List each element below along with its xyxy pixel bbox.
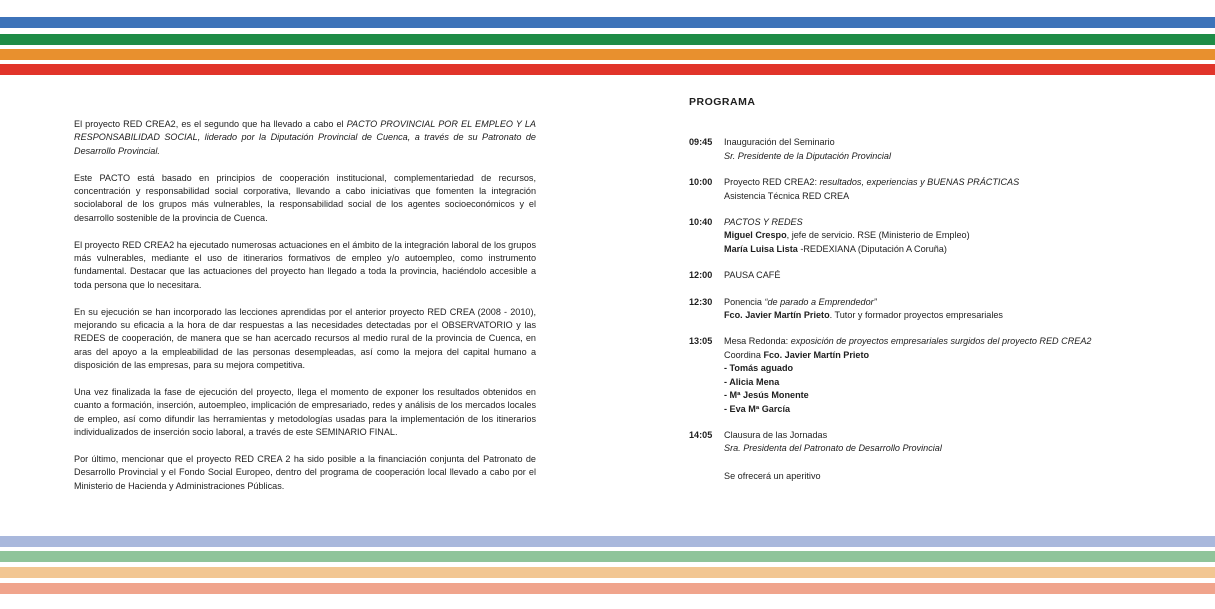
entry-time: 10:40 — [689, 217, 713, 228]
entry-title: Ponencia “de parado a Emprendedor” — [724, 296, 877, 307]
entry-title: PACTOS Y REDES — [724, 217, 803, 228]
programa-title: PROGRAMA — [689, 96, 756, 108]
entry-speaker: Sr. Presidente de la Diputación Provincial — [724, 150, 891, 161]
closing-note: Se ofrecerá un aperitivo — [724, 470, 821, 481]
programa — [689, 96, 1129, 483]
bottom-stripe-green — [0, 551, 1215, 562]
intro-text — [74, 118, 536, 507]
bottom-stripe-blue — [0, 536, 1215, 547]
intro-paragraph-1: El proyecto RED CREA2, es el segundo que ha llevado a cabo el PACTO PROVINCIAL POR EL EMPLEO Y LA RESPONSABILIDAD SOCIAL, liderado por la Diputación Provincial de Cuenca, a través de su Patronato de Desarrollo Provincial. — [74, 119, 536, 156]
entry-speaker: Miguel Crespo, jefe de servicio. RSE (Ministerio de Empleo) — [724, 230, 970, 241]
entry-title: Inauguración del Seminario — [724, 137, 835, 148]
panel-member: - Tomás aguado — [724, 363, 794, 374]
top-stripe-orange — [0, 49, 1215, 60]
programa-entry-1000 — [689, 176, 1129, 203]
entry-time: 13:05 — [689, 336, 713, 347]
entry-speaker: María Luisa Lista -REDEXIANA (Diputación A Coruña) — [724, 243, 947, 254]
entry-time: 14:05 — [689, 429, 713, 440]
programa-entry-1305 — [689, 335, 1129, 415]
bottom-stripe-salmon — [0, 583, 1215, 594]
intro-paragraph-2: Este PACTO está basado en principios de cooperación institucional, complementariedad de recursos, concentración y responsabilidad social corporativa, llevando a cabo iniciativas que fomenten la integración sociolaboral de los grupos más vulnerables, la responsabilidad social de los agentes socioeconómicos y el desarrollo sostenible de la provincia de Cuenca. — [74, 172, 536, 223]
programa-entry-1230 — [689, 296, 1129, 323]
intro-paragraph-4: En su ejecución se han incorporado las lecciones aprendidas por el anterior proyecto RED CREA (2008 - 2010), mejorando su eficacia a la hora de dar respuestas a las necesidades detectadas por el OBSERVATORIO y las REDES de cooperación, de manera que se han acercado recursos al medio rural de la provincia de Cuenca, en aras del apoyo a la empleabilidad de las personas desempleadas, así como la mejora del capital humano a disposición de las empresas, para su mejora competitiva. — [74, 306, 536, 371]
programa-entry-1040 — [689, 216, 1129, 256]
bottom-stripe-orange — [0, 567, 1215, 578]
intro-paragraph-6: Por último, mencionar que el proyecto RED CREA 2 ha sido posible a la financiación conjunta del Patronato de Desarrollo Provincial y el Fondo Social Europeo, dentro del programa de cooperación local llevado a cabo por el Ministerio de Hacienda y Administraciones Públicas. — [74, 454, 536, 491]
intro-paragraph-5: Una vez finalizada la fase de ejecución del proyecto, llega el momento de exponer los resultados obtenidos en cuanto a formación, inserción, autoempleo, implicación de empresariado, redes y análisis de los mercados locales de empleo, así como difundir las herramientas y metodologías usadas para la implementación de los itinerarios individualizados de inserción socio laboral, a través de este SEMINARIO FINAL. — [74, 387, 536, 438]
entry-speaker: Sra. Presidenta del Patronato de Desarrollo Provincial — [724, 443, 942, 454]
programa-entry-0945 — [689, 136, 1129, 163]
entry-title: Mesa Redonda: exposición de proyectos empresariales surgidos del proyecto RED CREA2 — [724, 336, 1092, 347]
top-stripe-blue — [0, 17, 1215, 28]
entry-speaker: Fco. Javier Martín Prieto. Tutor y formador proyectos empresariales — [724, 310, 1003, 321]
top-stripe-green — [0, 34, 1215, 45]
entry-time: 09:45 — [689, 137, 713, 148]
entry-time: 12:00 — [689, 270, 713, 281]
panel-member: - Eva Mª García — [724, 403, 791, 414]
programa-entry-1405 — [689, 429, 1129, 456]
entry-coordinator: Coordina Fco. Javier Martín Prieto — [724, 349, 870, 360]
entry-title: Clausura de las Jornadas — [724, 429, 828, 440]
entry-title: PAUSA CAFÉ — [724, 270, 781, 281]
entry-time: 12:30 — [689, 296, 713, 307]
entry-time: 10:00 — [689, 177, 713, 188]
intro-paragraph-3: El proyecto RED CREA2 ha ejecutado numerosas actuaciones en el ámbito de la integración laboral de los grupos más vulnerables, mediante el uso de itinerarios formativos de empleo y/o autoempleo, como instrumento fundamental. Destacar que las actuaciones del proyecto han llegado a toda la provincia, haciéndolo accesible a toda persona que lo necesitara. — [74, 239, 536, 290]
panel-member: - Mª Jesús Monente — [724, 390, 809, 401]
panel-member: - Alicia Mena — [724, 376, 780, 387]
top-stripe-red — [0, 64, 1215, 75]
entry-speaker: Asistencia Técnica RED CREA — [724, 190, 850, 201]
programa-entry-1200 — [689, 269, 1129, 282]
entry-title: Proyecto RED CREA2: resultados, experiencias y BUENAS PRÁCTICAS — [724, 177, 1020, 188]
